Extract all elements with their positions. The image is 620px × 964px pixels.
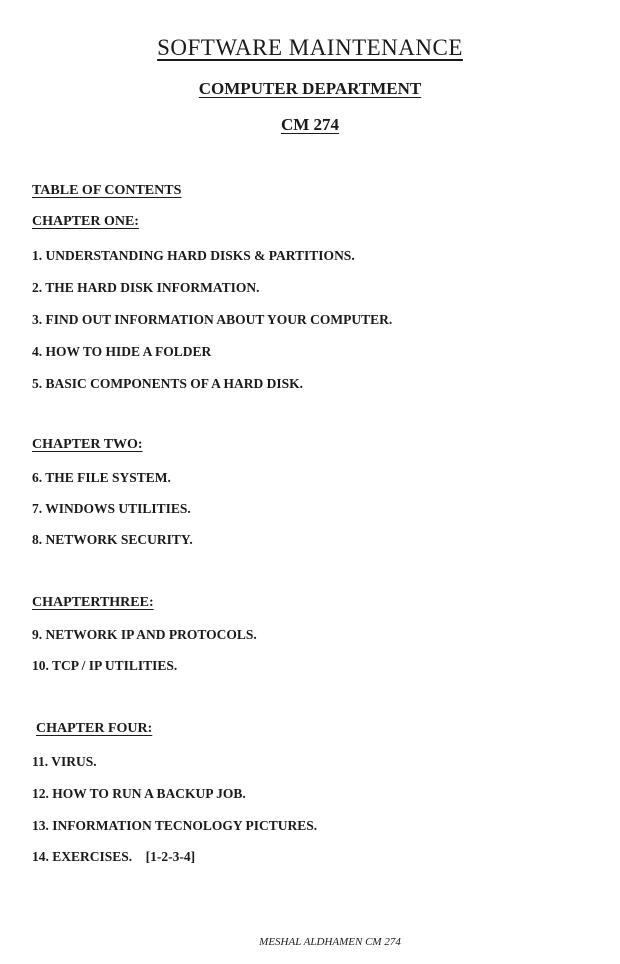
toc-item-9: 9. NETWORK IP AND PROTOCOLS. (32, 627, 257, 642)
toc-item-13: 13. INFORMATION TECNOLOGY PICTURES. (32, 818, 318, 833)
toc-item-10: 10. TCP / IP UTILITIES. (32, 658, 178, 673)
toc-item-8: 8. NETWORK SECURITY. (32, 532, 193, 547)
course-code (0, 115, 620, 135)
chapter-heading-four: CHAPTER FOUR: (36, 721, 153, 736)
toc-item-4: 4. HOW TO HIDE A FOLDER (32, 344, 212, 359)
toc-item-6: 6. THE FILE SYSTEM. (32, 470, 171, 485)
chapter-heading-two: CHAPTER TWO: (32, 437, 143, 452)
toc-item-14: 14. EXERCISES. [1-2-3-4] (32, 849, 196, 864)
page-footer: MESHAL ALDHAMEN CM 274 (259, 936, 401, 948)
toc-item-12: 12. HOW TO RUN A BACKUP JOB. (32, 786, 246, 801)
toc-item-3: 3. FIND OUT INFORMATION ABOUT YOUR COMPUTER. (32, 312, 393, 327)
toc-heading: TABLE OF CONTENTS (32, 183, 182, 198)
course-code-text: CM 274 (280, 115, 340, 134)
chapter-heading-three: CHAPTERTHREE: (32, 595, 154, 610)
toc-item-5: 5. BASIC COMPONENTS OF A HARD DISK. (32, 376, 304, 391)
chapter-heading-one: CHAPTER ONE: (32, 214, 139, 229)
department-text: COMPUTER DEPARTMENT (198, 79, 422, 98)
toc-item-1: 1. UNDERSTANDING HARD DISKS & PARTITIONS. (32, 248, 355, 263)
toc-item-11: 11. VIRUS. (32, 754, 97, 769)
department-heading (0, 79, 620, 99)
toc-item-2: 2. THE HARD DISK INFORMATION. (32, 280, 260, 295)
toc-item-7: 7. WINDOWS UTILITIES. (32, 501, 191, 516)
document-title-text: SOFTWARE MAINTENANCE (157, 35, 463, 60)
document-title (0, 35, 620, 61)
